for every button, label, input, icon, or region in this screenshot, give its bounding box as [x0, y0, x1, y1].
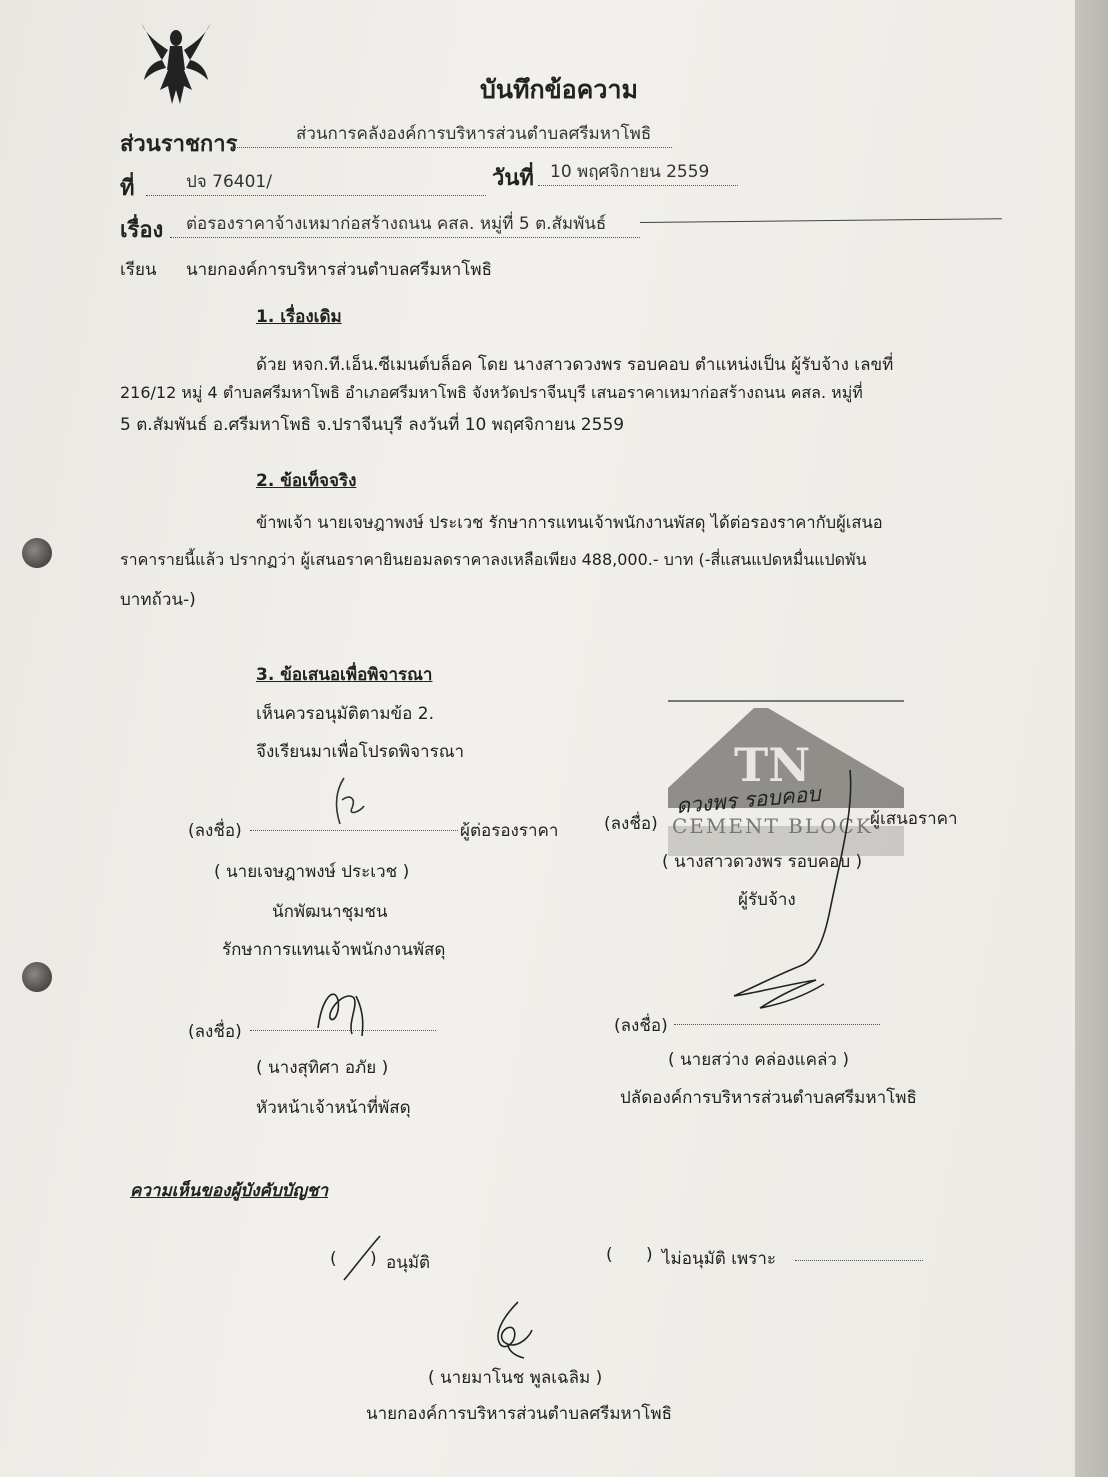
section2-heading: 2. ข้อเท็จจริง [256, 471, 357, 491]
punch-hole-top [22, 538, 52, 568]
section2-line1: ข้าพเจ้า นายเจษฎาพงษ์ ประเวช รักษาการแทนเจ้าพนักงานพัสดุ ได้ต่อรองราคากับผู้เสนอ [256, 513, 883, 532]
reject-reason-line [795, 1244, 923, 1261]
mayor-name: ( นายมาโนช พูลเฉลิม ) [428, 1368, 603, 1388]
ref-label: ที่ [120, 176, 135, 201]
subject-label: เรื่อง [120, 218, 164, 243]
date-label: วันที่ [492, 166, 534, 191]
deputy-sign-line [674, 1008, 880, 1025]
to-label: เรียน [120, 260, 157, 280]
section3-line2: จึงเรียนมาเพื่อโปรดพิจารณา [256, 742, 465, 762]
bidder-sign-label: (ลงชื่อ) [604, 814, 658, 834]
deputy-name: ( นายสว่าง คล่องแคล่ว ) [668, 1050, 849, 1070]
deputy-signature [720, 770, 870, 1030]
stamp-logo-text: TN [734, 738, 811, 792]
punch-hole-bottom [22, 962, 52, 992]
reject-label: ไม่อนุมัติ เพราะ [662, 1249, 777, 1269]
approve-bracket-close: ) [370, 1249, 377, 1269]
section2-line2: ราคารายนี้แล้ว ปรากฏว่า ผู้เสนอราคายินยอมลดราคาลงเหลือเพียง 488,000.- บาท (-สี่แสนแปดหมื่นแปดพัน [120, 550, 867, 569]
section1-line1: ด้วย หจก.ที.เอ็น.ซีเมนต์บล็อค โดย นางสาวดวงพร รอบคอบ ตำแหน่งเป็น ผู้รับจ้าง เลขที่ [256, 355, 894, 375]
section3-line1: เห็นควรอนุมัติตามข้อ 2. [256, 704, 435, 724]
section1-heading: 1. เรื่องเดิม [256, 307, 342, 327]
negotiator-pos2: รักษาการแทนเจ้าพนักงานพัสดุ [222, 940, 446, 960]
negotiator-signature [330, 776, 370, 832]
subject-value: ต่อรองราคาจ้างเหมาก่อสร้างถนน คสล. หมู่ที่ 5 ต.สัมพันธ์ [170, 210, 640, 238]
approve-bracket-open: ( [330, 1249, 337, 1269]
dept-value: ส่วนการคลังองค์การบริหารส่วนตำบลศรีมหาโพธิ [232, 120, 672, 148]
dept-label: ส่วนราชการ [120, 132, 238, 157]
negotiator-sign-label: (ลงชื่อ) [188, 821, 242, 841]
stamp-text: CEMENT BLOCK [672, 814, 873, 838]
bidder-handwriting: ดวงพร รอบคอบ [675, 781, 822, 819]
deputy-sign-label: (ลงชื่อ) [614, 1016, 668, 1036]
to-value: นายกองค์การบริหารส่วนตำบลศรีมหาโพธิ [186, 260, 493, 280]
section1-line3: 5 ต.สัมพันธ์ อ.ศรีมหาโพธิ จ.ปราจีนบุรี ลงวันที่ 10 พฤศจิกายน 2559 [120, 415, 625, 435]
section2-line3: บาทถ้วน-) [120, 590, 196, 610]
chief-sign-label: (ลงชื่อ) [188, 1022, 242, 1042]
negotiator-pos1: นักพัฒนาชุมชน [272, 902, 388, 922]
subject-rule [640, 218, 1002, 223]
chief-name: ( นางสุทิศา อภัย ) [256, 1058, 389, 1078]
bidder-pos: ผู้รับจ้าง [738, 890, 796, 910]
negotiator-role: ผู้ต่อรองราคา [460, 821, 559, 841]
date-value: 10 พฤศจิกายน 2559 [538, 158, 738, 186]
opinion-heading: ความเห็นของผู้บังคับบัญชา [130, 1181, 329, 1201]
garuda-emblem-icon [138, 20, 214, 106]
section3-heading: 3. ข้อเสนอเพื่อพิจารณา [256, 665, 433, 685]
bidder-role: ผู้เสนอราคา [870, 809, 958, 829]
mayor-pos: นายกองค์การบริหารส่วนตำบลศรีมหาโพธิ [366, 1404, 673, 1424]
negotiator-name: ( นายเจษฎาพงษ์ ประเวช ) [214, 862, 410, 882]
approve-label: อนุมัติ [386, 1253, 431, 1273]
chief-pos: หัวหน้าเจ้าหน้าที่พัสดุ [256, 1098, 411, 1118]
paper-edge [1075, 0, 1108, 1477]
bidder-name: ( นางสาวดวงพร รอบคอบ ) [662, 852, 863, 872]
deputy-pos: ปลัดองค์การบริหารส่วนตำบลศรีมหาโพธิ [620, 1088, 917, 1108]
ref-value: ปจ 76401/ [146, 168, 486, 196]
reject-bracket-open: ( [606, 1245, 613, 1265]
memo-title: บันทึกข้อความ [480, 75, 638, 104]
approve-check-mark [340, 1234, 384, 1284]
reject-bracket-close: ) [646, 1245, 653, 1265]
chief-signature [312, 978, 372, 1042]
stamp-top-rule [668, 700, 904, 702]
mayor-signature [488, 1300, 536, 1360]
section1-line2: 216/12 หมู่ 4 ตำบลศรีมหาโพธิ อำเภอศรีมหาโพธิ จังหวัดปราจีนบุรี เสนอราคาเหมาก่อสร้างถนน คสล. หมู่ที่ [120, 383, 863, 402]
